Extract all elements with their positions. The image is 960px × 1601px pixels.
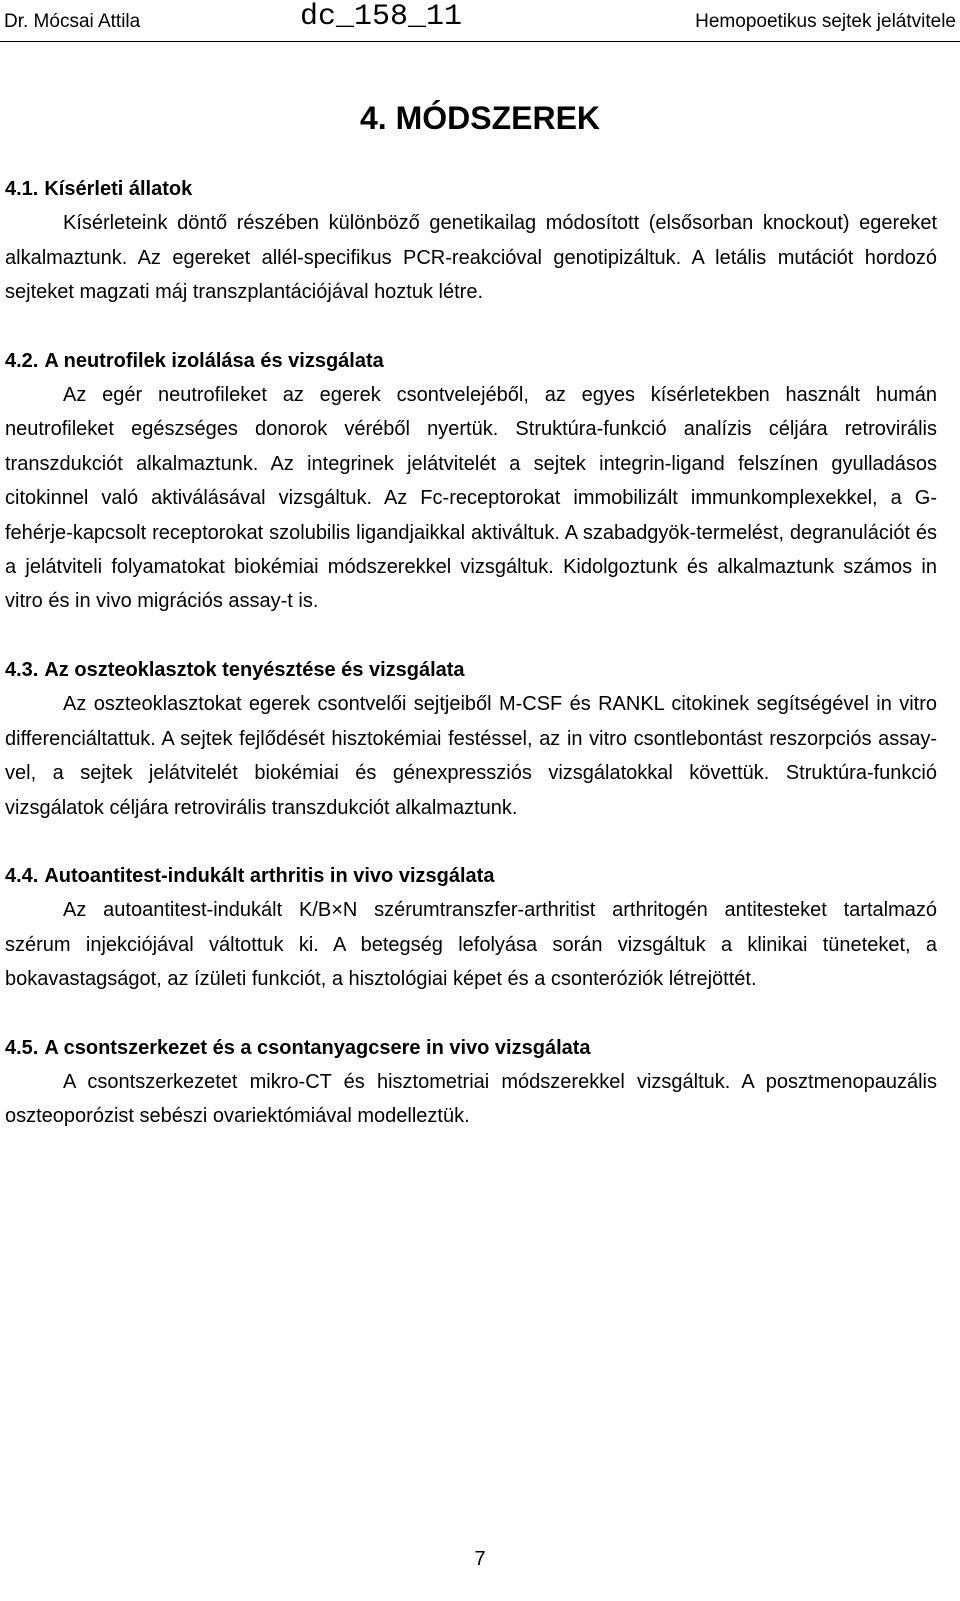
section-heading [5, 859, 937, 893]
page-header [0, 0, 960, 44]
chapter-title: 4. MÓDSZEREK [359, 100, 601, 136]
section-title: Autoantitest-indukált arthritis in vivo vizsgálata [44, 864, 495, 887]
section-paragraph: Az autoantitest-indukált K/B×N szérumtranszfer-arthritist arthritogén antitesteket tartalmazó szérum injekciójával váltottuk ki. A betegség lefolyása során vizsgáltuk a klinikai tüneteket, a bokavastagságot, az ízületi funkciót, a hisztológiai képet és a csonteróziók létrejöttét. [5, 899, 937, 991]
page-content [5, 172, 937, 1168]
section-4-2 [5, 344, 937, 619]
section-4-3 [5, 653, 937, 825]
section-title: A csontszerkezet és a csontanyagcsere in vivo vizsgálata [44, 1036, 591, 1059]
header-divider [0, 41, 960, 42]
section-heading [5, 172, 937, 206]
section-title: Az oszteoklasztok tenyésztése és vizsgálata [44, 658, 465, 681]
section-paragraph: Az egér neutrofileket az egerek csontvelejéből, az egyes kísérletekben használt humán neutrofileket egészséges donorok véréből nyertük. Struktúra-funkció analízis céljára retrovirális transzdukciót alkalmaztunk. Az integrinek jelátvitelét a sejtek integrin-ligand felszínen gyulladásos citokinnel való aktiválásával vizsgáltuk. Az Fc-receptorokat immobilizált immunkomplexekkel, a G-fehérje-kapcsolt receptorokat szolubilis ligandjaikkal aktiváltuk. A szabadgyök-termelést, degranulációt és a jelátviteli folyamatokat biokémiai módszerekkel vizsgáltuk. Kidolgoztunk és alkalmaztunk számos in vitro és in vivo migrációs assay-t is. [5, 384, 937, 613]
section-4-5 [5, 1031, 937, 1134]
header-author: Dr. Mócsai Attila [4, 11, 141, 32]
page-number: 7 [474, 1548, 486, 1570]
section-number: 4.5. [5, 1036, 39, 1059]
section-title: Kísérleti állatok [44, 178, 193, 200]
section-paragraph: Az oszteoklasztokat egerek csontvelői sejtjeiből M-CSF és RANKL citokinek segítségével in vitro differenciáltattuk. A sejtek fejlődését hisztokémiai festéssel, az in vitro csontlebontást reszorpciós assay-vel, a sejtek jelátvitelét biokémiai és génexpressziós vizsgálatokkal követtük. Struktúra-funkció vizsgálatok céljára retrovirális transzdukciót alkalmaztunk. [5, 693, 937, 819]
header-running-title: Hemopoetikus sejtek jelátvitele [695, 11, 956, 32]
section-4-1 [5, 172, 937, 310]
section-4-4 [5, 859, 937, 997]
section-heading [5, 1031, 937, 1065]
section-number: 4.1. [5, 178, 39, 200]
section-paragraph: A csontszerkezetet mikro-CT és hisztometriai módszerekkel vizsgáltuk. A posztmenopauzális oszteoporózist sebészi ovariektómiával modelleztük. [5, 1070, 937, 1128]
section-number: 4.3. [5, 658, 39, 681]
section-number: 4.2. [5, 349, 39, 372]
section-heading [5, 344, 937, 378]
section-paragraph: Kísérleteink döntő részében különböző genetikailag módosított (elsősorban knockout) egereket alkalmaztunk. Az egereket allél-specifikus PCR-reakcióval genotipizáltuk. A letális mutációt hordozó sejteket magzati máj transzplantációjával hoztuk létre. [5, 212, 937, 304]
section-number: 4.4. [5, 864, 39, 887]
section-heading [5, 653, 937, 687]
header-document-code: dc_158_11 [300, 0, 463, 34]
section-title: A neutrofilek izolálása és vizsgálata [44, 349, 384, 372]
